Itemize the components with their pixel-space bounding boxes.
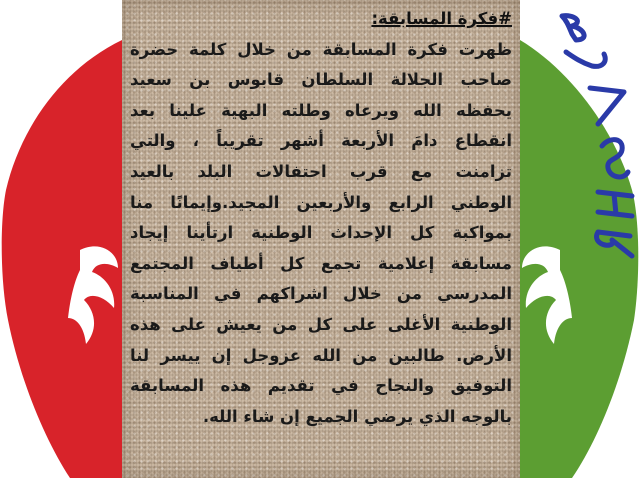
paragraph-line: صاحب الجلالة السلطان قابوس بن سعيد bbox=[130, 70, 512, 90]
paragraph-line: الوطني الرابع والأربعين المجيد.وإيمانًا منا bbox=[130, 192, 512, 212]
paragraph-line: المدرسي من خلال اشراكهم في المناسبة bbox=[130, 284, 512, 304]
paragraph-line: يحفظه الله ويرعاه وطلته البهية علينا بعد bbox=[130, 100, 512, 120]
competition-idea-text bbox=[130, 4, 512, 432]
paragraph-line: الأرض. طالبين من الله عزوجل إن ييسر لنا bbox=[130, 345, 512, 365]
paragraph-line: بالوجه الذي يرضي الجميع إن شاء الله. bbox=[202, 406, 512, 426]
handwritten-signature bbox=[532, 10, 640, 260]
paragraph-line: تزامنت مع قرب احتفالات البلد بالعيد bbox=[130, 161, 512, 181]
paragraph-line: ظهرت فكرة المسابقة من خلال كلمة حضرة bbox=[130, 39, 512, 59]
paragraph-line: الوطنية الأغلى على كل من يعيش على هذه bbox=[130, 314, 512, 334]
paragraph-line: بمواكبة كل الإحداث الوطنية ارتأينا إيجاد bbox=[130, 223, 512, 243]
paragraph-line: انقطاع دامَ الأربعة أشهر تقريباً ، والتي bbox=[130, 131, 512, 151]
paragraph-line: مسابقة إعلامية تجمع كل أطياف المجتمع bbox=[130, 253, 512, 273]
paragraph-line: التوفيق والنجاح في تقديم هذه المسابقة bbox=[130, 376, 512, 396]
heading: #فكرة المسابقة: bbox=[371, 9, 512, 28]
